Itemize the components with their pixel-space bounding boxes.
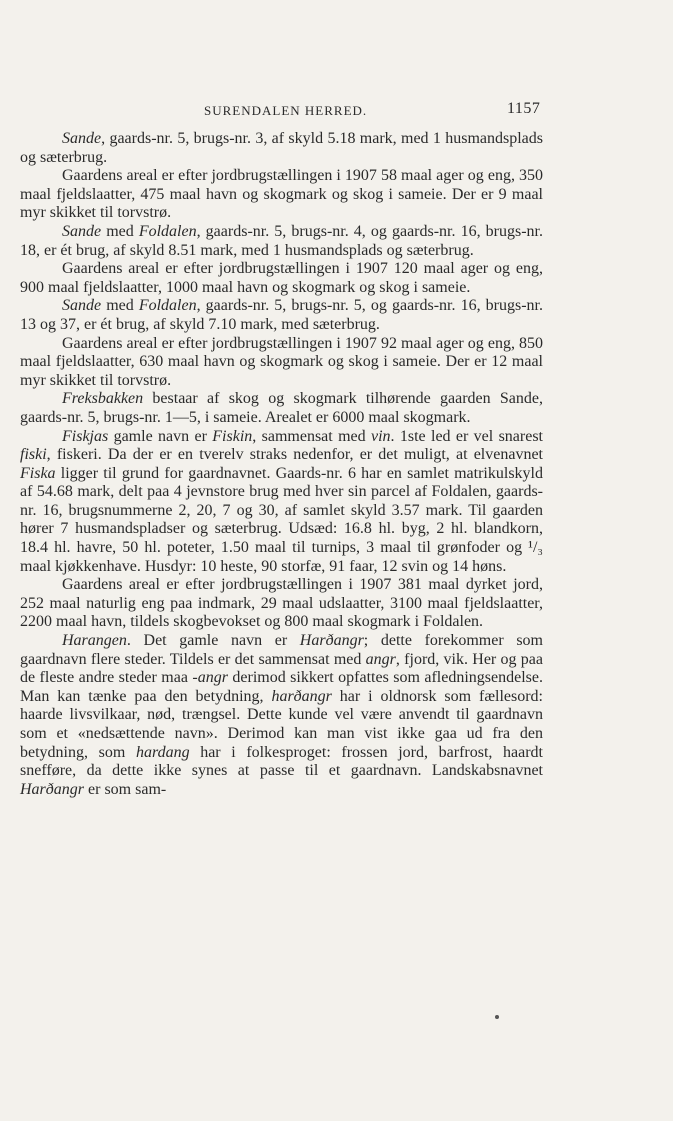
text-run: ; dette forekommer som gaardnavn flere steder. Tildels er det sammensat med: [20, 632, 543, 668]
italic-term: Sande: [62, 297, 102, 315]
paragraph: [20, 223, 543, 260]
paragraph: [20, 428, 543, 577]
italic-term: Freksbakken: [62, 390, 144, 408]
italic-term: Harðangr: [20, 780, 85, 798]
text-run: bestaar af skog og skogmark tilhørende gaarden Sande, gaards-nr. 5, brugs-nr. 1—5, i sameie. Arealet er 6000 maal skogmark.: [20, 390, 543, 426]
text-run: Gaardens areal er efter jordbrugstællingen i 1907 381 maal dyrket jord, 252 maal naturlig eng paa indmark, 29 maal udslaatter, 3100 maal fjeldslaatter, 2200 maal havn, tildels skogbevokset og 800 maal skogmark i Foldalen.: [20, 576, 543, 631]
text-run: . Det gamle navn er: [126, 632, 300, 650]
text-run: derimod sikkert opfattes som afledningsendelse. Man kan tænke paa den betydning,: [20, 669, 543, 705]
italic-term: Fiskjas: [62, 427, 109, 445]
text-run: Gaardens areal er efter jordbrugstællingen i 1907 92 maal ager og eng, 850 maal fjeldslaatter, 630 maal havn og skogmark og skog i sameie. Der er 12 maal myr skikket til torvstrø.: [20, 334, 543, 389]
italic-term: angr: [365, 650, 396, 668]
body-text: [20, 130, 543, 799]
text-run: , fiskeri. Da der er en tverelv straks nedenfor, er det muligt, at elvenavnet: [46, 446, 543, 464]
text-run: , gaards-nr. 5, brugs-nr. 4, og gaards-nr. 16, brugs-nr. 18, er ét brug, af skyld 8.51 mark, med 1 husmandsplads og sæterbrug.: [20, 222, 543, 259]
italic-term: Foldalen: [138, 222, 197, 240]
text-run: . 1ste led er vel snarest: [390, 427, 544, 445]
text-run: Gaardens areal er efter jordbrugstællingen i 1907 120 maal ager og eng, 900 maal fjeldslaatter, 1000 maal havn og skogmark og skog i sameie.: [20, 260, 543, 296]
italic-term: Fiska: [20, 464, 56, 482]
running-header: [0, 100, 673, 125]
text-run: , sammensat med: [252, 427, 371, 445]
paragraph: [20, 390, 543, 427]
italic-term: Foldalen: [138, 297, 197, 315]
paragraph: [20, 576, 543, 632]
italic-term: fiski: [20, 446, 47, 464]
italic-term: -angr: [192, 669, 228, 687]
text-run: med: [101, 297, 139, 315]
paragraph: [20, 297, 543, 334]
italic-term: Sande: [62, 130, 102, 147]
header-title: SURENDALEN HERRED.: [204, 103, 368, 118]
text-run: er som sam-: [84, 780, 167, 798]
paragraph: [20, 335, 543, 391]
text-run: , gaards-nr. 5, brugs-nr. 5, og gaards-nr. 16, brugs-nr. 13 og 37, er ét brug, af skyld 7.10 mark, med sæterbrug.: [20, 297, 543, 333]
text-run: gamle navn er: [108, 427, 213, 445]
italic-term: harðangr: [271, 687, 332, 705]
page-number: 1157: [507, 100, 541, 117]
text-run: , fjord, vik. Her og paa de fleste andre steder maa: [20, 650, 543, 687]
text-run: har i oldnorsk som fællesord: haarde livsvilkaar, nød, trængsel. Dette kunde vel være anvendt til gaardnavn som et «nedsættende navn». Derimod kan man vist ikke gaa ud fra den betydning, som: [20, 687, 543, 761]
text-run: , gaards-nr. 5, brugs-nr. 3, af skyld 5.18 mark, med 1 husmandsplads og sæterbrug.: [20, 130, 543, 166]
paragraph: [20, 130, 543, 167]
paragraph: [20, 167, 543, 223]
text-run: Gaardens areal er efter jordbrugstællingen i 1907 58 maal ager og eng, 350 maal fjeldslaatter, 475 maal havn og skogmark og skog i sameie. Der er 9 maal myr skikket til torvstrø.: [20, 167, 543, 222]
italic-term: Fiskin: [212, 427, 253, 445]
italic-term: vin: [370, 427, 391, 445]
italic-term: Sande: [62, 222, 102, 240]
text-run: har i folkesproget: frossen jord, barfrost, haardt snefføre, da dette ikke synes at passe til et gaardnavn. Landskabsnavnet: [20, 743, 544, 780]
text-run: med: [101, 222, 139, 240]
paragraph: [20, 260, 543, 297]
italic-term: hardang: [135, 743, 190, 761]
italic-term: Harðangr: [299, 632, 364, 650]
text-run: ligger til grund for gaardnavnet. Gaards-nr. 6 har en samlet matrikulskyld af 54.68 mark, delt paa 4 jevnstore brug med hver sin parcel af Foldalen, gaards-nr. 16, brugsnummerne 2, 20, 7 og 30, af samlet skyld 3.57 mark. Til gaarden hører 7 husmandspladser og sæterbrug. Udsæd: 16.8 hl. byg, 2 hl. blandkorn, 18.4 hl. havre, 50 hl. poteter, 1.50 maal til turnips, 3 maal til grønfoder og ¹/₃ maal kjøkkenhave. Husdyr: 10 heste, 90 storfæ, 91 faar, 12 svin og 14 høns.: [20, 464, 543, 575]
print-speck: [495, 1015, 499, 1019]
italic-term: Harangen: [62, 632, 127, 650]
paragraph: [20, 632, 543, 799]
